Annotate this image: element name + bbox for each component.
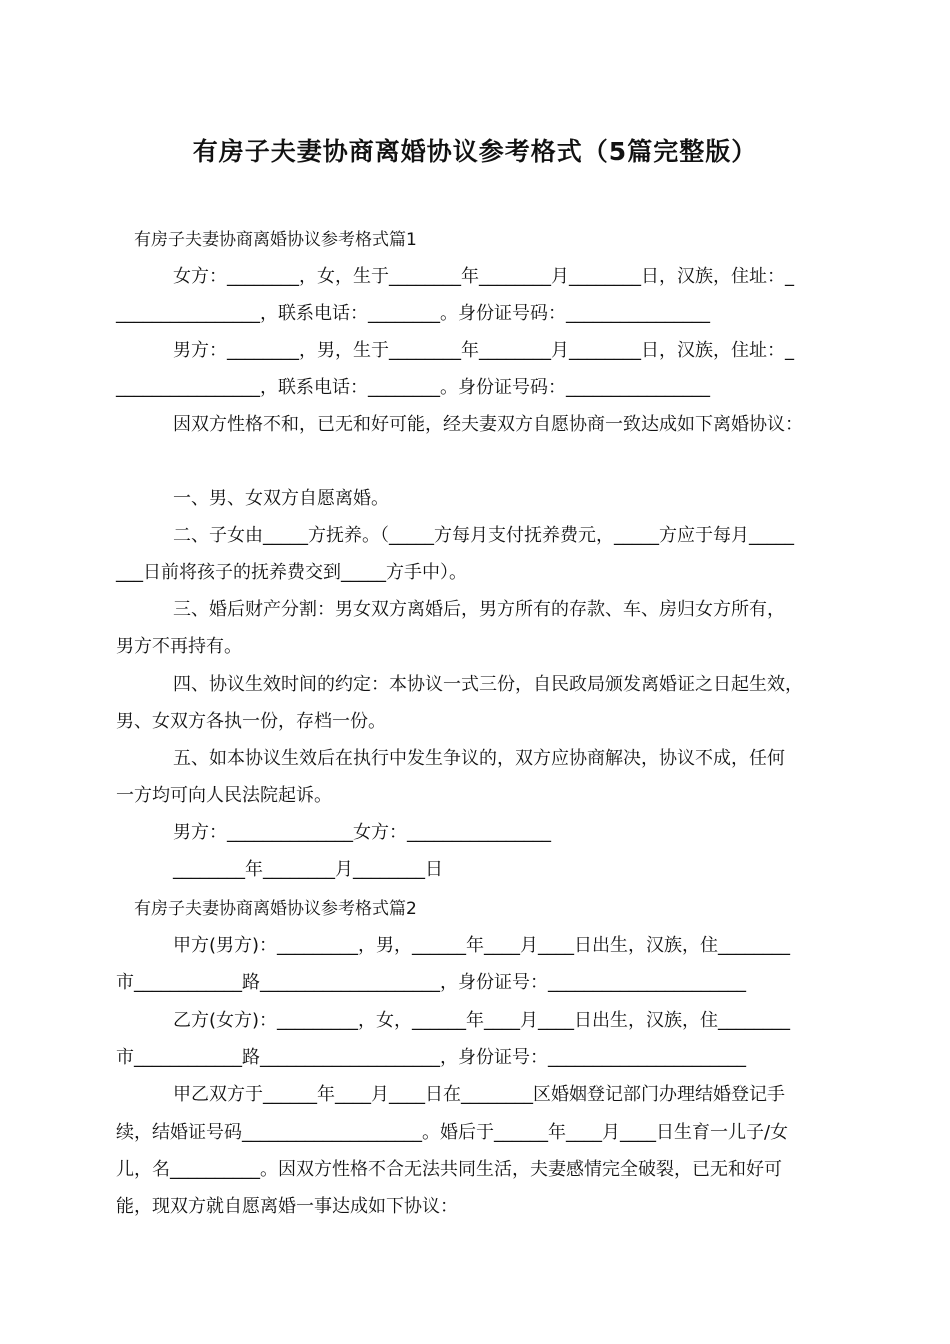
paragraph-line: 男方：________，男，生于________年________月________日，汉族，住址：_ — [173, 340, 794, 361]
section-heading-2: 有房子夫妻协商离婚协议参考格式篇2 — [134, 899, 417, 919]
paragraph-line: 男、女双方各执一份，存档一份。 — [116, 711, 386, 732]
paragraph-line: 四、协议生效时间的约定：本协议一式三份，自民政局颁发离婚证之日起生效， — [173, 674, 803, 695]
paragraph-line: 一、男、女双方自愿离婚。 — [173, 488, 389, 509]
signature-line: 男方：______________女方：________________ — [173, 822, 551, 843]
paragraph-line: 市____________路____________________，身份证号：______________________ — [116, 1047, 746, 1068]
paragraph-line: ________________，联系电话：________。身份证号码：________________ — [116, 303, 710, 324]
paragraph-line: 三、婚后财产分割：男女双方离婚后，男方所有的存款、车、房归女方所有， — [173, 599, 785, 620]
paragraph-line: ___日前将孩子的抚养费交到_____方手中）。 — [116, 562, 467, 583]
paragraph-line: 一方均可向人民法院起诉。 — [116, 785, 332, 806]
paragraph-line: 女方：________，女，生于________年________月________日，汉族，住址：_ — [173, 266, 794, 287]
paragraph-line: 儿，名__________。因双方性格不合无法共同生活，夫妻感情完全破裂，已无和好可 — [116, 1159, 782, 1180]
paragraph-line: ________________，联系电话：________。身份证号码：________________ — [116, 377, 710, 398]
paragraph-line: 甲乙双方于______年____月____日在________区婚姻登记部门办理结婚登记手 — [173, 1084, 785, 1105]
paragraph-line: 二、子女由_____方抚养。（_____方每月支付抚养费元，_____方应于每月_____ — [173, 525, 794, 546]
paragraph-line: 能，现双方就自愿离婚一事达成如下协议： — [116, 1196, 458, 1217]
date-line: ________年________月________日 — [173, 859, 443, 880]
paragraph-line: 男方不再持有。 — [116, 636, 242, 657]
paragraph-line: 甲方(男方)：_________，男，______年____月____日出生，汉族，住________ — [173, 935, 791, 956]
paragraph-line: 续，结婚证号码____________________。婚后于______年____月____日生育一儿子/女 — [116, 1122, 789, 1143]
document-title: 有房子夫妻协商离婚协议参考格式（5篇完整版） — [192, 137, 758, 166]
paragraph-line: 因双方性格不和，已无和好可能，经夫妻双方自愿协商一致达成如下离婚协议： — [173, 414, 803, 435]
section-heading-1: 有房子夫妻协商离婚协议参考格式篇1 — [134, 230, 417, 250]
paragraph-line: 五、如本协议生效后在执行中发生争议的，双方应协商解决，协议不成，任何 — [173, 748, 785, 769]
paragraph-line: 市____________路____________________，身份证号：______________________ — [116, 972, 746, 993]
paragraph-line: 乙方(女方)：_________，女，______年____月____日出生，汉族，住________ — [173, 1010, 791, 1031]
